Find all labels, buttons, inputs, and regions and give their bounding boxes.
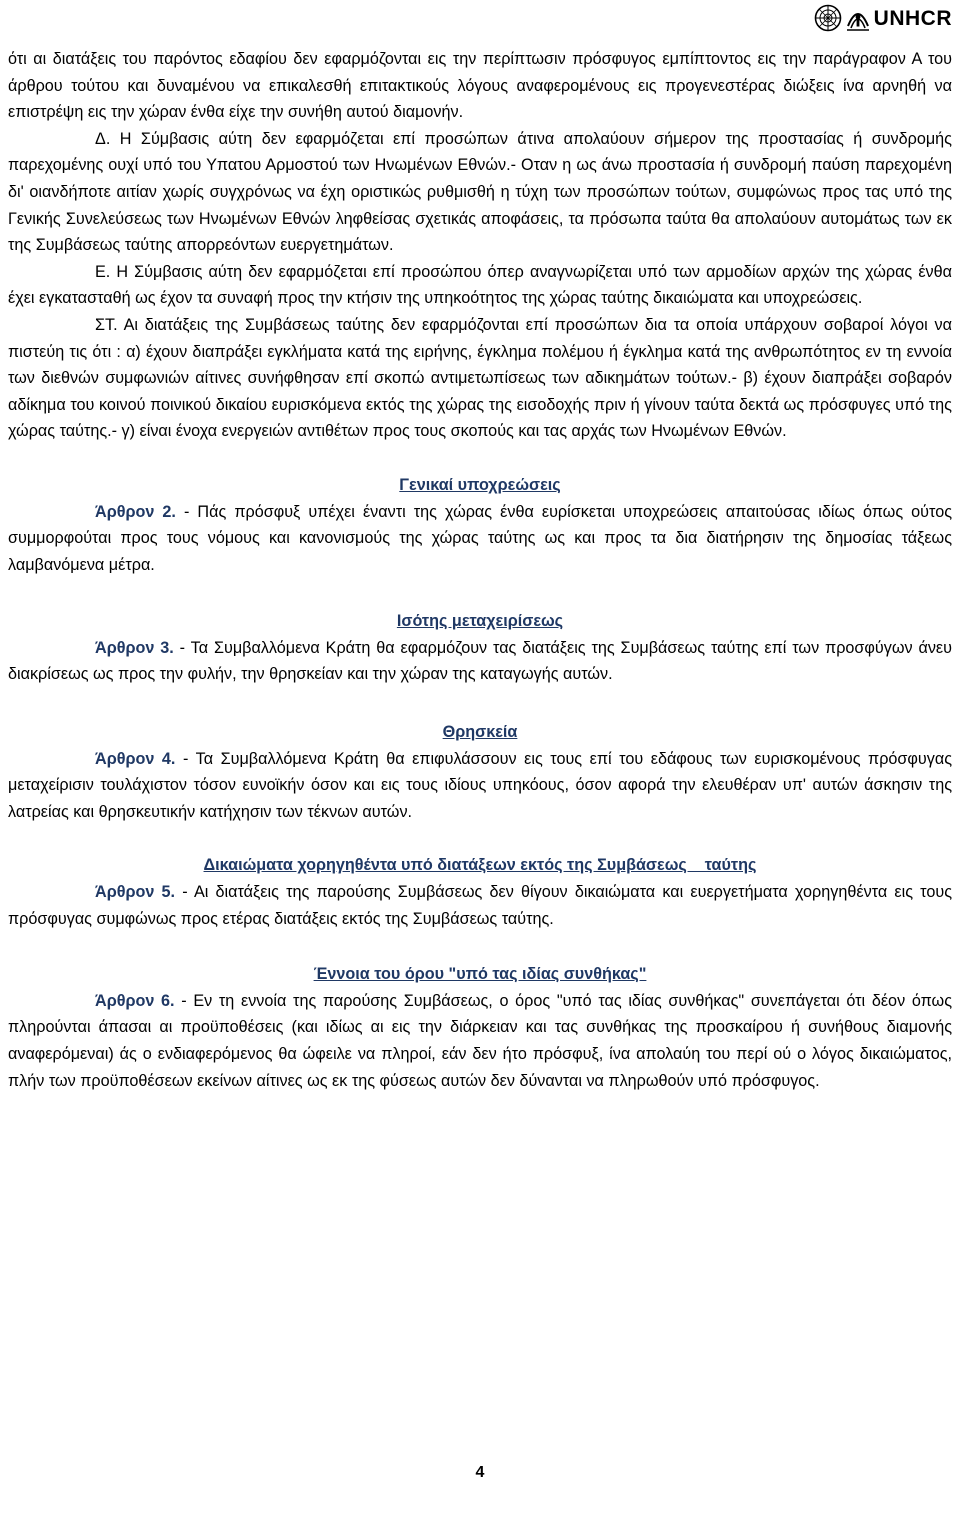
article-2 <box>8 499 952 579</box>
article-4 <box>8 746 952 826</box>
article-3-text: - Τα Συμβαλλόμενα Κράτη θα εφαρμόζουν τας διατάξεις της Συμβάσεως ταύτης επί των προσφύγων άνευ διακρίσεως ως προς την φυλήν, την θρησκείαν και την χώραν της καταγωγής αυτών. <box>8 638 953 684</box>
article-5 <box>8 879 952 932</box>
article-4-label: Άρθρον 4. <box>95 749 176 768</box>
article-2-label: Άρθρον 2. <box>95 502 176 521</box>
unhcr-logo-text: UNHCR <box>873 6 952 30</box>
paragraph-st: ΣΤ. Αι διατάξεις της Συμβάσεως ταύτης δεν εφαρμόζονται επί προσώπων δια τα οποία υπάρχουν σοβαροί λόγοι να πιστεύη τις ότι : α) έχουν διαπράξει εγκλήματα κατά της ειρήνης, έγκλημα πολέμου ή έγκλημα κατά της ανθρωπότητος εν τη εννοία των διεθνών συμφωνιών αίτινες συνήφθησαν επί σκοπώ αντιμετωπίσεως των αδικημάτων τούτων.- β) έχουν διαπράξει σοβαρόν αδίκημα του κοινού ποινικού δικαίου ευρισκόμενα εκτός της χώρας της εισοδοχής πριν ή γίνουν ταύτα δεκτά ως πρόσφυγες υπό της χώρας ταύτης.- γ) είναι ένοχα ενεργειών αντιθέτων προς τους σκοπούς και τας αρχάς των Ηνωμένων Εθνών. <box>8 315 952 441</box>
section-heading-religion: Θρησκεία <box>442 723 518 742</box>
unhcr-people-icon <box>846 4 870 32</box>
article-6 <box>8 988 952 1094</box>
un-emblem-icon <box>814 4 842 32</box>
unhcr-logo <box>814 4 952 32</box>
paragraph-d: Δ. Η Σύμβασις αύτη δεν εφαρμόζεται επί προσώπων άτινα απολαύουν σήμερον της προστασίας ή συνδρομής παρεχομένης ουχί υπό του Υπατου Αρμοστού των Ηνωμένων Εθνών.- Οταν η ως άνω προστασία ή συνδρομή παύση παρεχομένη δι' οιανδήποτε αιτίαν χωρίς συγχρόνως να έχη οριστικώς ρυθμισθή η τύχη των προσώπων τούτων, συμφώνως προς τας υπό της Γενικής Συνελεύσεως των Ηνωμένων Εθνών ληφθείσας σχετικάς αποφάσεις, τα πρόσωπα ταύτα θα απολαύουν αυτομάτως των εκ της Συμβάσεως ταύτης απορρεόντων ευεργετημάτων. <box>8 129 952 255</box>
section-heading-general-obligations: Γενικαί υποχρεώσεις <box>399 475 561 494</box>
paragraph-e: Ε. Η Σύμβασις αύτη δεν εφαρμόζεται επί προσώπου όπερ αναγνωρίζεται υπό των αρμοδίων αρχών της χώρας ένθα έχει εγκατασταθή ως έχον τα συναφή προς την κτήσιν της υπηκοότητος της χώρας ταύτης δικαιώματα και υποχρεώσεις. <box>8 262 952 308</box>
article-5-text: - Αι διατάξεις της παρούσης Συμβάσεως δεν θίγουν δικαιώματα και ευεργετήματα χορηγηθέντα εις τους πρόσφυγας συμφώνως προς ετέρας διατάξεις εκτός της Συμβάσεως ταύτης. <box>8 883 953 928</box>
article-3 <box>8 635 952 688</box>
article-3-label: Άρθρον 3. <box>95 638 174 657</box>
section-heading-same-circumstances: Έννοια του όρου "υπό τας ιδίας συνθήκας" <box>313 965 647 984</box>
document-body <box>8 46 952 1094</box>
paragraph-continuation: ότι αι διατάξεις του παρόντος εδαφίου δεν εφαρμόζονται εις την περίπτωσιν πρόσφυγος εμπίπτοντος εις την παράγραφον Α του άρθρου τούτου και δυναμένου να επικαλεσθή επιτακτικούς λόγους αναφερομένους εις προγενεστέρας διώξεις ίνα αρνηθή να επιστρέψη εις την χώραν ένθα είχε την συνήθη αυτού διαμονήν. <box>8 50 952 122</box>
page-number: 4 <box>475 1464 485 1481</box>
article-4-text: - Τα Συμβαλλόμενα Κράτη θα επιφυλάσσουν εις τους επί του εδάφους των ευρισκομένους πρόσφυγας μεταχείρισιν τουλάχιστον τόσον ευνοϊκήν όσον και εις τους ιδίους υπηκόους, όσον αφορά την ελευθέραν υπ' αυτών άσκησιν της λατρείας και θρησκευτικήν κατήχησιν των τέκνων αυτών. <box>8 749 953 821</box>
article-5-label: Άρθρον 5. <box>95 883 176 902</box>
section-heading-equal-treatment: Ισότης μεταχειρίσεως <box>396 612 564 631</box>
section-heading-rights-granted: Δικαιώματα χορηγηθέντα υπό διατάξεων εκτός της Συμβάσεως ταύτης <box>203 856 757 875</box>
article-2-text: - Πάς πρόσφυξ υπέχει έναντι της χώρας ένθα ευρίσκεται υποχρεώσεις απαιτούσας ιδίως όπως ούτος συμμορφούται προς τους νόμους και κανονισμούς της χώρας ταύτης ως και προς τα δια διατήρησιν της δημοσίας τάξεως λαμβανόμενα μέτρα. <box>8 502 952 574</box>
article-6-text: - Εν τη εννοία της παρούσης Συμβάσεως, ο όρος "υπό τας ιδίας συνθήκας" συνεπάγεται ότι δέον όπως πληρούνται άπασαι αι προϋποθέσεις (και ιδίως αι εις την διάρκειαν και τας συνθήκας της προσκαίρου ή συνήθους διαμονής αναφερόμεναι) άς ο ενδιαφερόμενος θα ώφειλε να πληροί, εάν δεν ήτο πρόσφυξ, ίνα απολαύη του περί ού ο λόγος δικαιώματος, πλήν των προϋποθέσεων εκείνων αίτινες ως εκ της φύσεως αυτών δεν δύνανται να πληρωθούν υπό πρόσφυγος. <box>8 991 952 1090</box>
article-6-label: Άρθρον 6. <box>95 991 175 1010</box>
